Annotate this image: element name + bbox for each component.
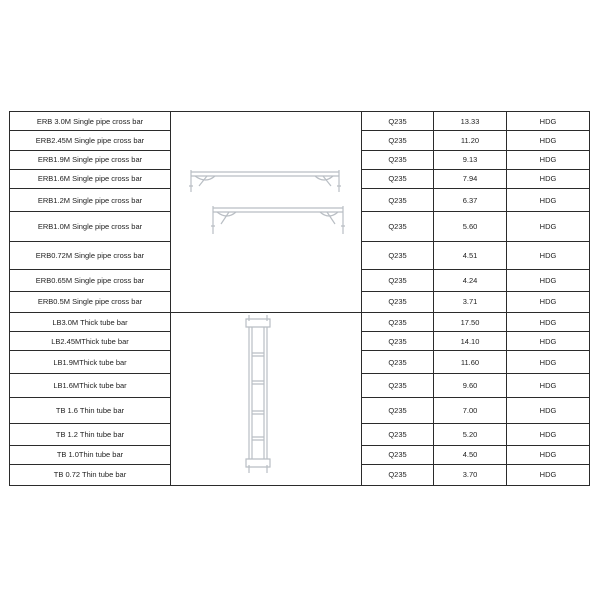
material: Q235 [362,241,434,269]
weight-value: 6.37 [434,189,507,212]
weight-value: 7.00 [434,398,507,423]
product-name: ERB1.9M Single pipe cross bar [10,150,171,169]
material: Q235 [362,423,434,445]
product-name: ERB0.72M Single pipe cross bar [10,241,171,269]
product-name: TB 1.2 Thin tube bar [10,423,171,445]
table-row [10,313,590,332]
weight-value: 3.70 [434,464,507,485]
finish: HDG [507,270,590,291]
material: Q235 [362,445,434,464]
finish: HDG [507,445,590,464]
product-name: LB3.0M Thick tube bar [10,313,171,332]
finish: HDG [507,150,590,169]
product-name: TB 1.0Thin tube bar [10,445,171,464]
weight-value: 4.24 [434,270,507,291]
product-name: ERB0.5M Single pipe cross bar [10,291,171,312]
product-name: LB1.9MThick tube bar [10,351,171,374]
finish: HDG [507,398,590,423]
single-pipe-cross-bar-image [171,112,361,312]
tube-bar-image-cell [171,313,362,486]
weight-value: 3.71 [434,291,507,312]
weight-value: 7.94 [434,169,507,188]
product-name: LB1.6MThick tube bar [10,374,171,398]
finish: HDG [507,374,590,398]
material: Q235 [362,291,434,312]
product-name: TB 1.6 Thin tube bar [10,398,171,423]
material: Q235 [362,189,434,212]
weight-value: 11.20 [434,131,507,150]
product-name: ERB0.65M Single pipe cross bar [10,270,171,291]
material: Q235 [362,374,434,398]
finish: HDG [507,423,590,445]
product-name: TB 0.72 Thin tube bar [10,464,171,485]
product-name: ERB1.2M Single pipe cross bar [10,189,171,212]
finish: HDG [507,313,590,332]
finish: HDG [507,131,590,150]
finish: HDG [507,112,590,131]
material: Q235 [362,464,434,485]
material: Q235 [362,398,434,423]
finish: HDG [507,212,590,241]
product-name: ERB1.6M Single pipe cross bar [10,169,171,188]
weight-value: 4.50 [434,445,507,464]
product-name: ERB 3.0M Single pipe cross bar [10,112,171,131]
finish: HDG [507,332,590,351]
product-name: ERB1.0M Single pipe cross bar [10,212,171,241]
material: Q235 [362,112,434,131]
weight-value: 9.60 [434,374,507,398]
material: Q235 [362,270,434,291]
finish: HDG [507,291,590,312]
product-name: ERB2.45M Single pipe cross bar [10,131,171,150]
table-row [10,112,590,131]
weight-value: 5.60 [434,212,507,241]
cross-bar-image-cell [171,112,362,313]
finish: HDG [507,169,590,188]
finish: HDG [507,241,590,269]
weight-value: 4.51 [434,241,507,269]
tube-bar-image [171,313,361,485]
finish: HDG [507,464,590,485]
material: Q235 [362,131,434,150]
weight-value: 11.60 [434,351,507,374]
material: Q235 [362,351,434,374]
finish: HDG [507,189,590,212]
weight-value: 17.50 [434,313,507,332]
material: Q235 [362,212,434,241]
material: Q235 [362,150,434,169]
weight-value: 5.20 [434,423,507,445]
weight-value: 9.13 [434,150,507,169]
weight-value: 14.10 [434,332,507,351]
material: Q235 [362,169,434,188]
spec-table [9,111,590,486]
weight-value: 13.33 [434,112,507,131]
product-name: LB2.45MThick tube bar [10,332,171,351]
material: Q235 [362,313,434,332]
material: Q235 [362,332,434,351]
finish: HDG [507,351,590,374]
